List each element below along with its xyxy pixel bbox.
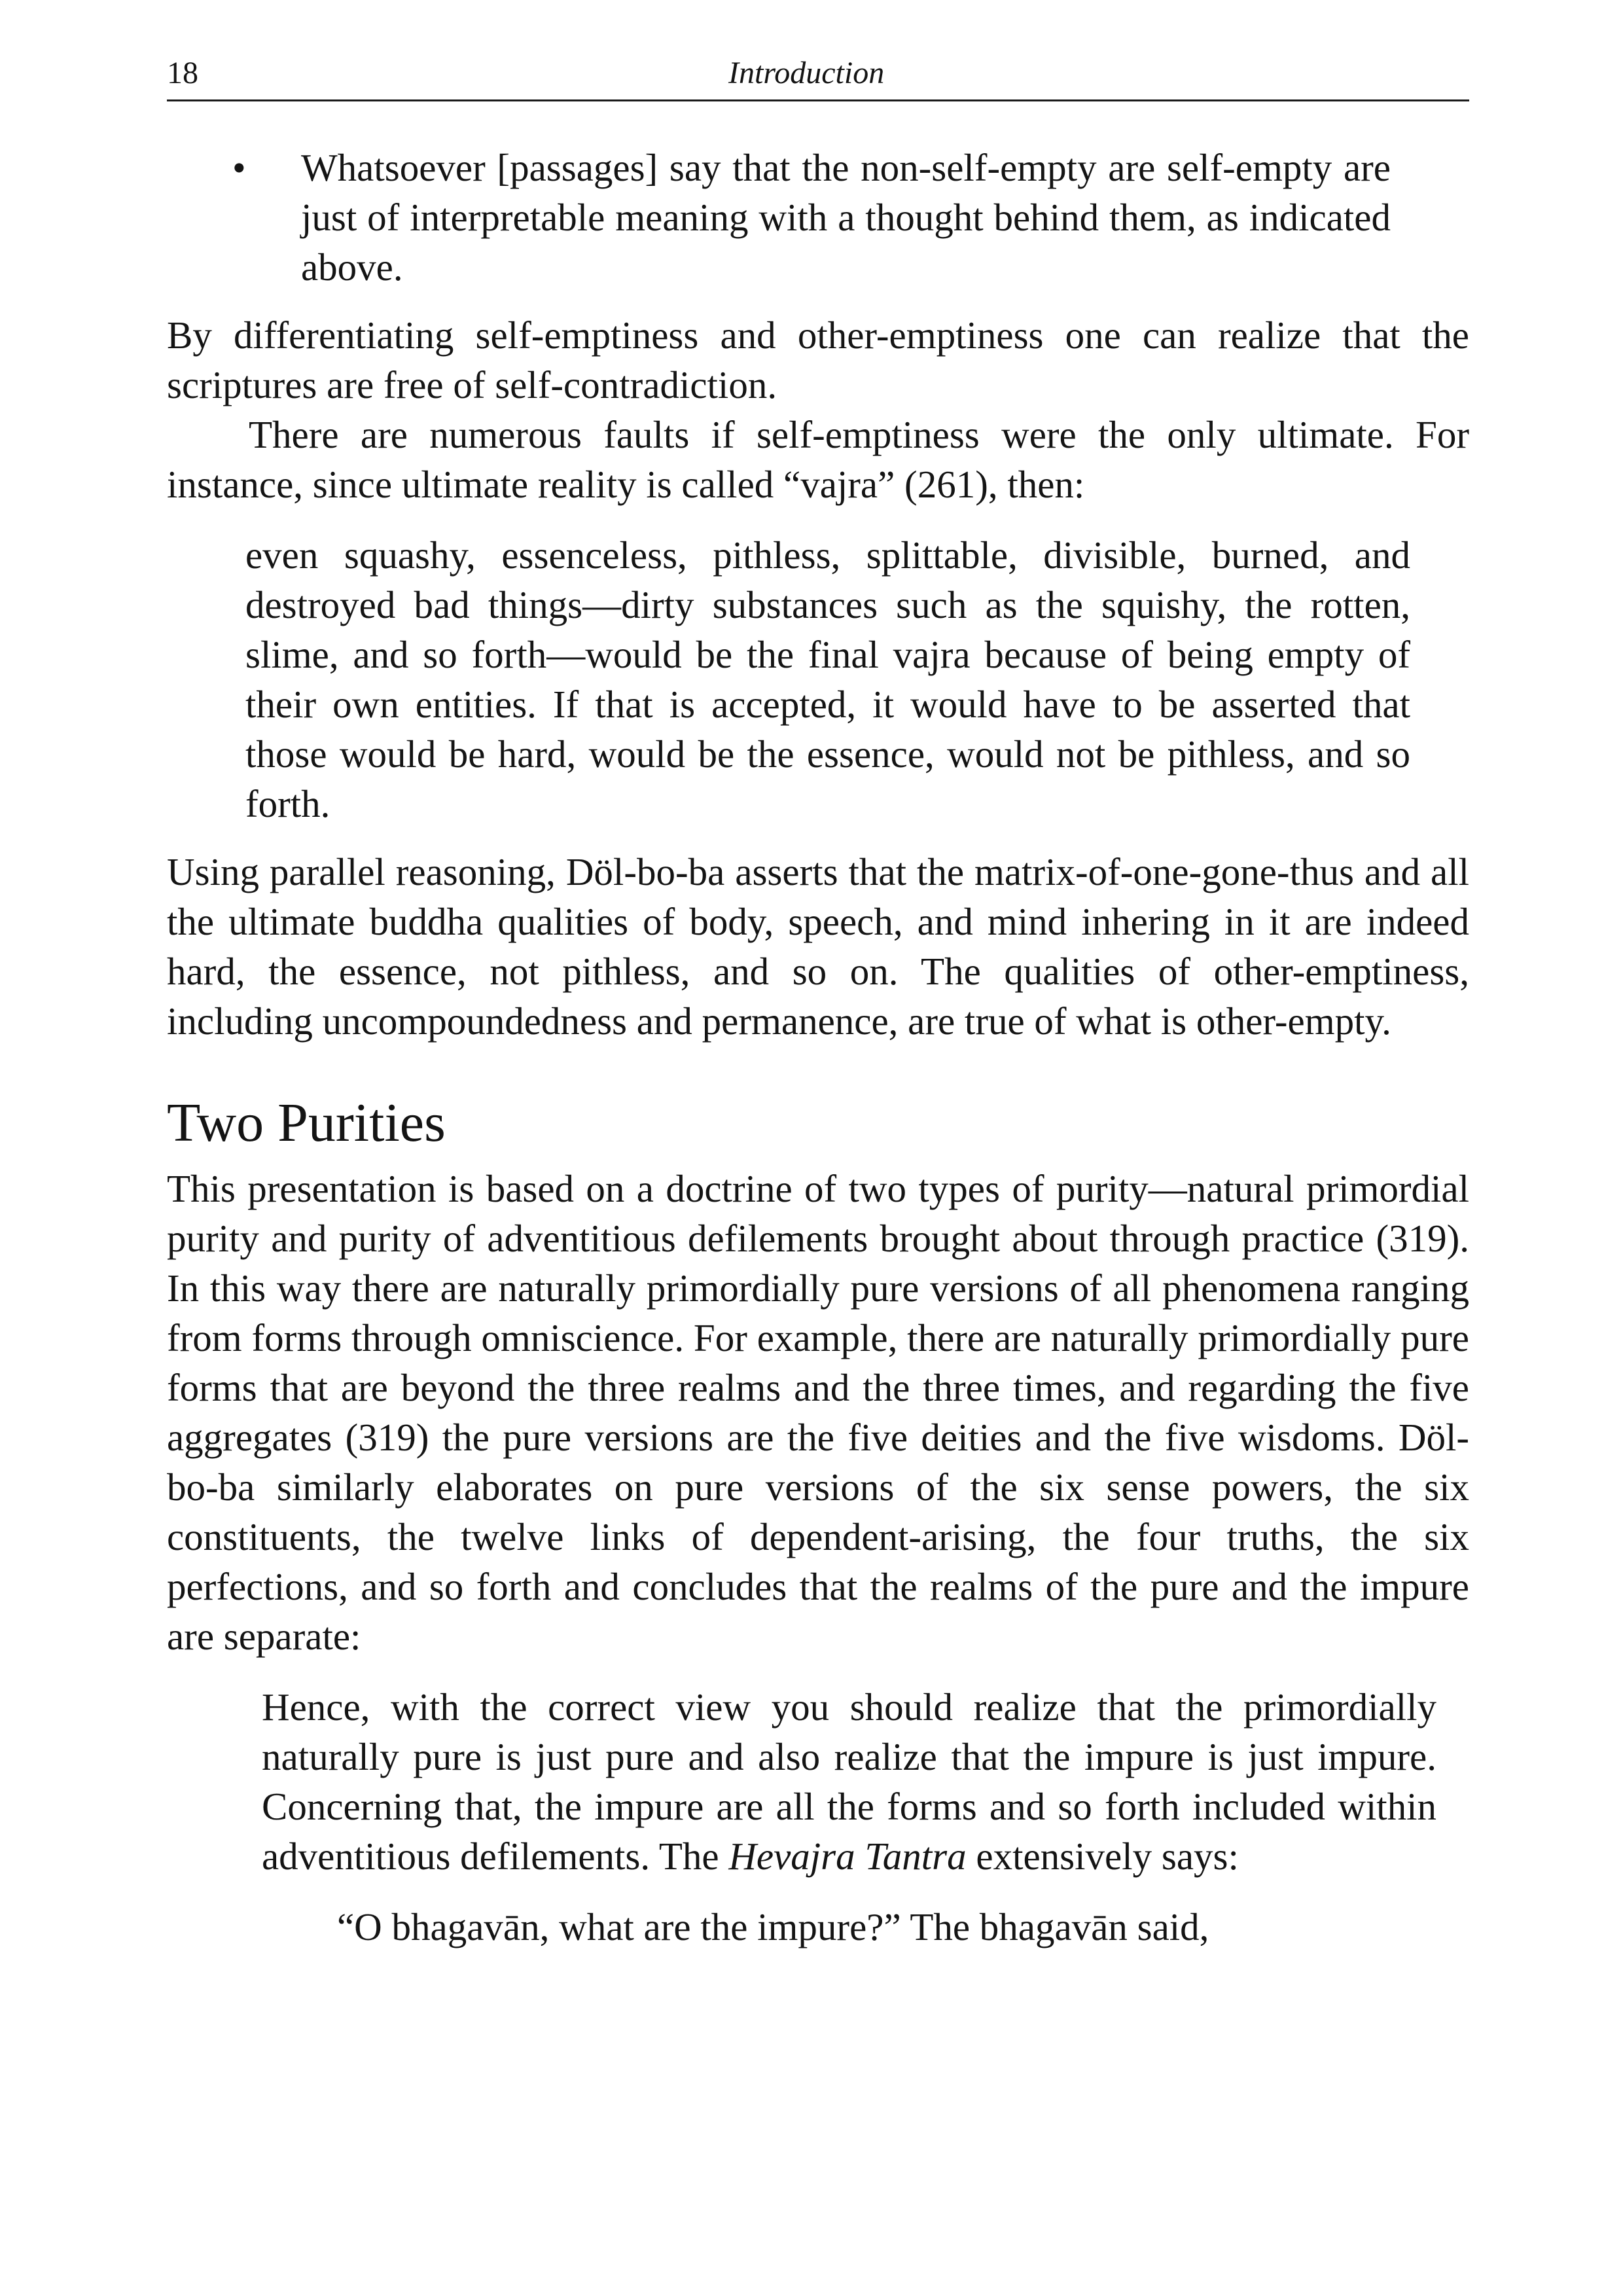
body-text <box>167 143 1469 1952</box>
bullet-mark: • <box>232 146 246 189</box>
tantra-title: Hevajra Tantra <box>728 1835 967 1878</box>
paragraph-differentiating: By differentiating self-emptiness and other-emptiness one can realize that the scriptures are free of self-contradiction. <box>167 314 1469 406</box>
running-head <box>167 54 1469 101</box>
block-quote-hevajra <box>262 1682 1436 1881</box>
paragraph-parallel-reasoning: Using parallel reasoning, Döl-bo-ba asserts that the matrix-of-one-gone-thus and all the ultimate buddha qualities of body, speech, and mind inhering in it are indeed hard, the essence, not pithless, and so on. The qualities of other-emptiness, including uncompoundedness and permanence, are true of what is other-empty. <box>167 850 1469 1043</box>
paragraph-two-purities: This presentation is based on a doctrine of two types of purity—natural primordial purity and purity of adventitious defilements brought about through practice (319). In this way there are naturally primordially pure versions of all phenomena ranging from forms through omniscience. For example, there are naturally primordially pure forms that are beyond the three realms and the three times, and regarding the five aggregates (319) the pure versions are the five deities and the five wisdoms. Döl-bo-ba similarly elaborates on pure versions of the six sense powers, the six constituents, the twelve links of dependent-arising, the four truths, the six perfections, and so forth and concludes that the realms of the pure and the impure are separate: <box>167 1167 1469 1658</box>
nested-quote: “O bhagavān, what are the impure?” The bhagavān said, <box>337 1905 1209 1948</box>
quote-tail: extensively says: <box>966 1835 1239 1878</box>
page-number: 18 <box>167 56 198 90</box>
bullet-item <box>232 143 1391 292</box>
quote-text: Hence, with the correct view you should realize that the primordially naturally pure is just pure and also realize that the impure is just impure. Concerning that, the impure are all the forms and so forth included within adventitious defilements. The <box>262 1685 1436 1878</box>
bullet-text: Whatsoever [passages] say that the non-self-empty are self-empty are just of interpretable meaning with a thought behind them, as indicated above. <box>301 146 1391 289</box>
section-heading: Two Purities <box>167 1092 446 1153</box>
running-head-title: Introduction <box>728 56 885 90</box>
paragraph-numerous-faults: There are numerous faults if self-emptiness were the only ultimate. For instance, since ultimate reality is called “vajra” (261), then: <box>167 413 1469 506</box>
block-quote-vajra: even squashy, essenceless, pithless, splittable, divisible, burned, and destroyed bad things—dirty substances such as the squishy, the rotten, slime, and so forth—would be the final vajra because of being empty of their own entities. If that is accepted, it would have to be asserted that those would be hard, would be the essence, would not be pithless, and so forth. <box>245 533 1410 825</box>
